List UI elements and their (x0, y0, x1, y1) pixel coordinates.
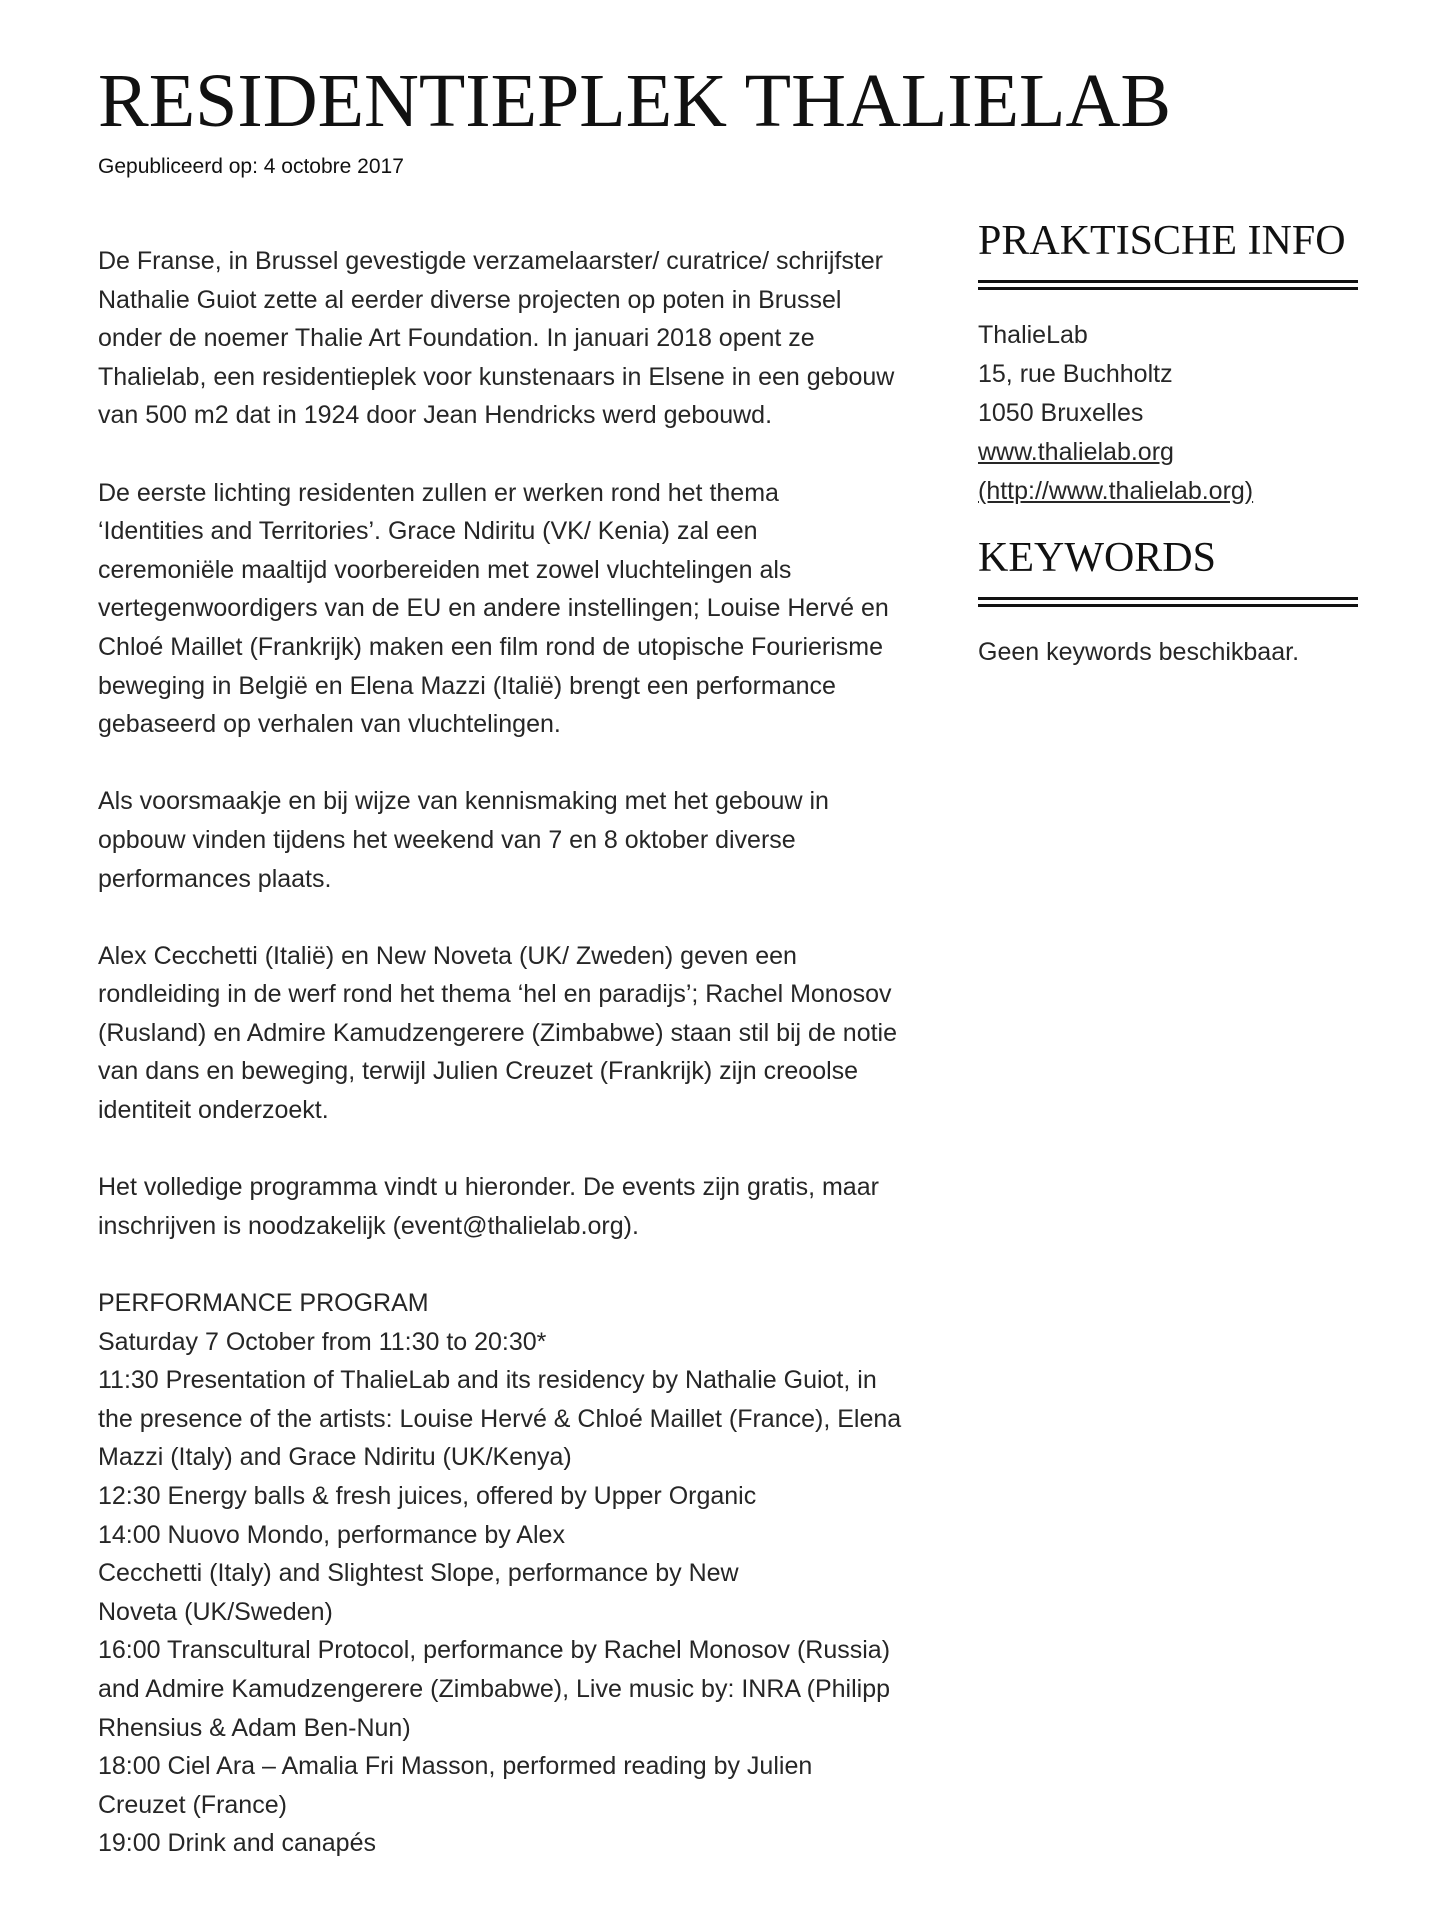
keywords-heading: KEYWORDS (978, 535, 1216, 581)
program-line: 18:00 Ciel Ara – Amalia Fri Masson, performed reading by Julien (98, 1752, 813, 1781)
program-date: Saturday 7 October from 11:30 to 20:30* (98, 1327, 547, 1356)
sidebar (978, 212, 1358, 672)
venue-city: 1050 Bruxelles (978, 399, 1144, 427)
text-line: Nathalie Guiot zette al eerder diverse projecten op poten in Brussel (98, 285, 842, 314)
article-body (98, 242, 928, 1863)
text-line: opbouw vinden tijdens het weekend van 7 en 8 oktober diverse (98, 825, 796, 854)
text-line: onder de noemer Thalie Art Foundation. In januari 2018 opent ze (98, 324, 815, 353)
keywords-empty-text: Geen keywords beschikbaar. (978, 638, 1300, 666)
program-line: 11:30 Presentation of ThalieLab and its residency by Nathalie Guiot, in (98, 1366, 877, 1395)
text-line: De Franse, in Brussel gevestigde verzamelaarster/ curatrice/ schrijfster (98, 247, 884, 275)
website-url-link[interactable]: (http://www.thalielab.org) (978, 477, 1254, 505)
program-line: Noveta (UK/Sweden) (98, 1597, 333, 1626)
heading-divider (978, 597, 1358, 607)
page-title: RESIDENTIEPLEK THALIELAB (98, 59, 1172, 143)
text-line: rondleiding in de werf rond het thema ‘hel en paradijs’; Rachel Monosov (98, 980, 892, 1009)
program-line: Cecchetti (Italy) and Slightest Slope, performance by New (98, 1559, 739, 1588)
program-line: Creuzet (France) (98, 1790, 287, 1819)
text-line: Het volledige programma vindt u hieronder. De events zijn gratis, maar (98, 1173, 879, 1202)
venue-name: ThalieLab (978, 321, 1088, 349)
text-line: inschrijven is noodzakelijk (event@thalielab.org). (98, 1211, 639, 1240)
text-line: Thalielab, een residentieplek voor kunstenaars in Elsene in een gebouw (98, 362, 895, 391)
paragraph (98, 242, 928, 435)
heading-divider (978, 280, 1358, 290)
paragraph (98, 1168, 928, 1245)
text-line: Chloé Maillet (Frankrijk) maken een film rond de utopische Fourierisme (98, 632, 884, 661)
text-line: gebaseerd op verhalen van vluchtelingen. (98, 710, 561, 739)
program-line: 14:00 Nuovo Mondo, performance by Alex (98, 1520, 565, 1549)
paragraph (98, 937, 928, 1130)
text-line: van dans en beweging, terwijl Julien Creuzet (Frankrijk) zijn creoolse (98, 1057, 859, 1086)
text-line: (Rusland) en Admire Kamudzengerere (Zimbabwe) staan stil bij de notie (98, 1018, 897, 1047)
program-line: Rhensius & Adam Ben-Nun) (98, 1713, 411, 1742)
text-line: performances plaats. (98, 864, 332, 893)
performance-program (98, 1284, 928, 1863)
practical-info (978, 316, 1358, 511)
text-line: van 500 m2 dat in 1924 door Jean Hendricks werd gebouwd. (98, 401, 773, 430)
text-line: De eerste lichting residenten zullen er werken rond het thema (98, 478, 779, 507)
text-line: ceremoniële maaltijd voorbereiden met zowel vluchtelingen als (98, 555, 792, 584)
text-line: beweging in België en Elena Mazzi (Italië) brengt een performance (98, 671, 836, 700)
paragraph (98, 474, 928, 744)
text-line: Als voorsmaakje en bij wijze van kennismaking met het gebouw in (98, 787, 829, 816)
program-line: Mazzi (Italy) and Grace Ndiritu (UK/Kenya) (98, 1443, 572, 1472)
text-line: ‘Identities and Territories’. Grace Ndiritu (VK/ Kenia) zal een (98, 517, 758, 546)
keywords-section (978, 529, 1358, 672)
practical-info-heading: PRAKTISCHE INFO (978, 218, 1346, 264)
program-line: 12:30 Energy balls & fresh juices, offered by Upper Organic (98, 1482, 757, 1510)
venue-street: 15, rue Buchholtz (978, 360, 1173, 388)
text-line: vertegenwoordigers van de EU en andere instellingen; Louise Hervé en (98, 594, 889, 623)
program-line: and Admire Kamudzengerere (Zimbabwe), Live music by: INRA (Philipp (98, 1674, 891, 1703)
program-line: 16:00 Transcultural Protocol, performance by Rachel Monosov (Russia) (98, 1636, 891, 1665)
program-line: 19:00 Drink and canapés (98, 1829, 376, 1858)
text-line: identiteit onderzoekt. (98, 1096, 329, 1125)
website-link[interactable]: www.thalielab.org (978, 438, 1174, 466)
text-line: Alex Cecchetti (Italië) en New Noveta (UK/ Zweden) geven een (98, 941, 797, 970)
program-line: the presence of the artists: Louise Hervé & Chloé Maillet (France), Elena (98, 1404, 902, 1433)
program-heading: PERFORMANCE PROGRAM (98, 1289, 429, 1318)
paragraph (98, 782, 928, 898)
published-date: Gepubliceerd op: 4 octobre 2017 (98, 155, 404, 178)
